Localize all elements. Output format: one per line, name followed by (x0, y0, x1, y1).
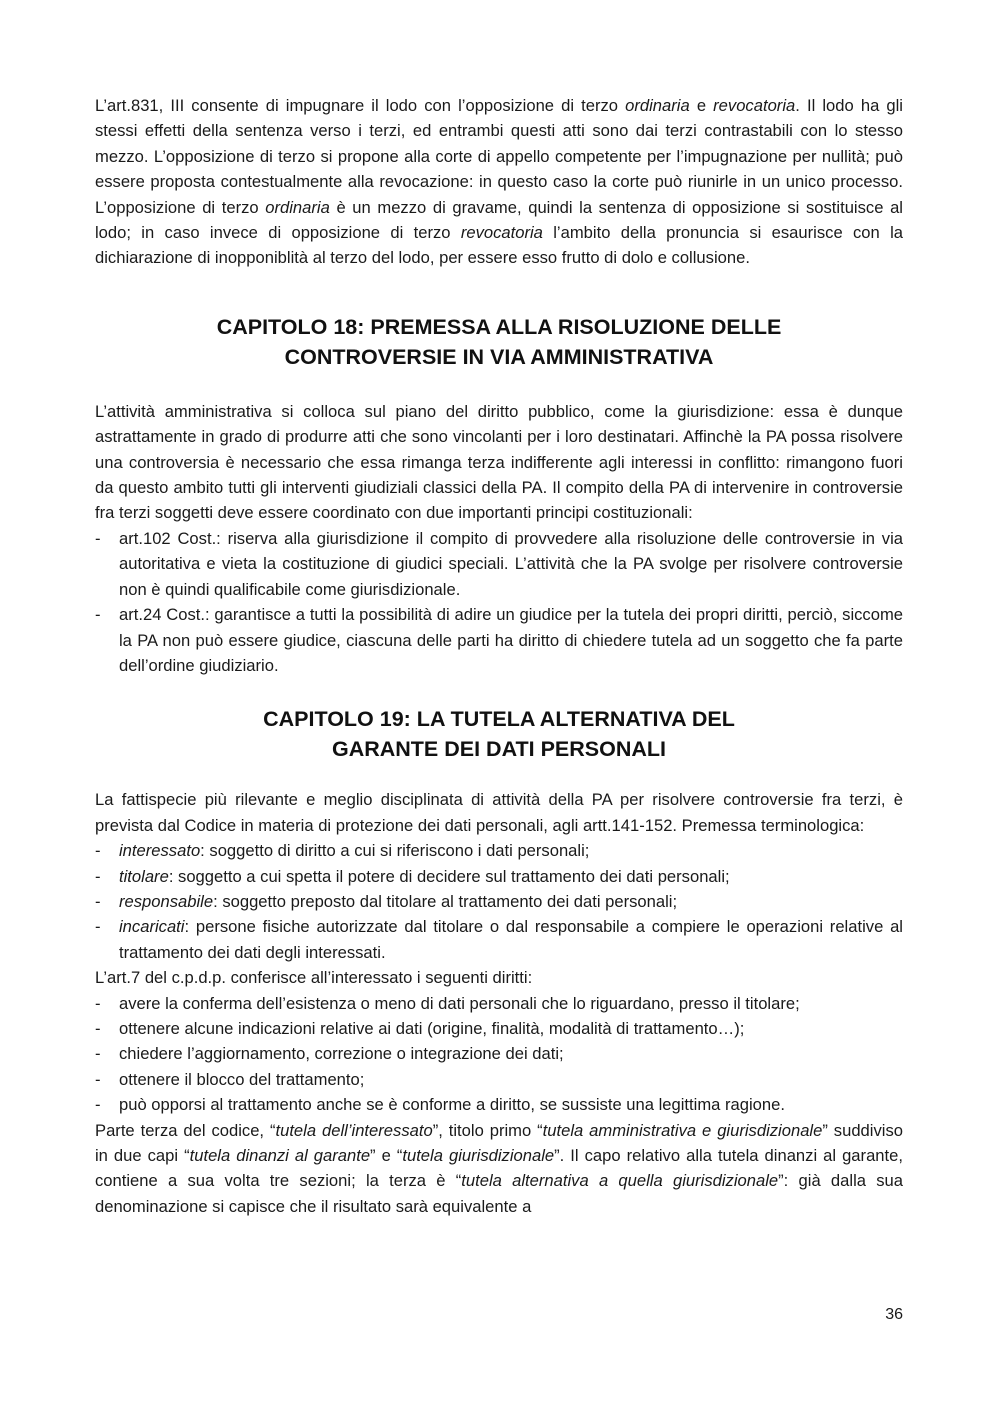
list-item: - interessato: soggetto di diritto a cui si riferiscono i dati personali; (95, 838, 903, 863)
list-item: - responsabile: soggetto preposto dal titolare al trattamento dei dati personali; (95, 889, 903, 914)
chapter-18-list (95, 526, 903, 678)
closing-paragraph: Parte terza del codice, “tutela dell’interessato”, titolo primo “tutela amministrativa e giurisdizionale” suddiviso in due capi “tutela dinanzi al garante” e “tutela giurisdizionale”. Il capo relativo alla tutela dinanzi al garante, contiene a sua volta tre sezioni; la terza è “tutela alternativa a quella giurisdizionale”: già dalla sua denominazione si capisce che il risultato sarà equivalente a (95, 1120, 904, 1216)
chapter-19-heading: CAPITOLO 19: LA TUTELA ALTERNATIVA DEL GARANTE DEI DATI PERSONALI (263, 707, 735, 762)
chapter-18-paragraph: L’attività amministrativa si colloca sul piano del diritto pubblico, come la giurisdizione: essa è dunque astrattamente in grado di produrre atti che sono vincolanti per i loro destinatari. Affinchè la PA possa risolvere una controversia è necessario che essa rimanga terza indifferente agli interessi in conflitto: rimangono fuori da questo ambito tutti gli interventi giudiziali classici della PA. Il compito della PA di intervenire in controversie fra terzi soggetti deve essere coordinato con due importanti principi costituzionali: (95, 401, 903, 523)
intro-paragraph: L’art.831, III consente di impugnare il lodo con l’opposizione di terzo ordinaria e revocatoria. Il lodo ha gli stessi effetti della sentenza verso i terzi, ed entrambi questi atti sono dai terzi contrastabili con lo stesso mezzo. L’opposizione di terzo si propone alla corte di appello competente per l’impugnazione per nullità; può essere proposta contestualmente alla revocazione: in questo caso la corte può riunirle in un unico processo. L’opposizione di terzo ordinaria è un mezzo di gravame, quindi la sentenza di opposizione si sostituisce al lodo; in caso invece di opposizione di terzo revocatoria l’ambito della pronuncia si esaurisce con la dichiarazione di inopponiblità al terzo del lodo, per essere esso frutto di dolo e collusione. (95, 96, 904, 268)
rights-list (95, 991, 903, 1118)
list-item: - incaricati: persone fisiche autorizzate dal titolare o dal responsabile a compiere le operazioni relative al trattamento dei dati degli interessati. (95, 914, 903, 965)
page-number: 36 (885, 1306, 903, 1323)
list-item: - titolare: soggetto a cui spetta il potere di decidere sul trattamento dei dati personali; (95, 864, 903, 889)
list-item: - art.24 Cost.: garantisce a tutti la possibilità di adire un giudice per la tutela dei propri diritti, perciò, siccome la PA non può essere giudice, ciascuna delle parti ha diritto di chiedere tutela ad un soggetto che fa parte dell’ordine giudiziario. (95, 602, 903, 678)
chapter-19-paragraph: La fattispecie più rilevante e meglio disciplinata di attività della PA per risolvere controversie fra terzi, è prevista dal Codice in materia di protezione dei dati personali, agli artt.141-152. Premessa terminologica: (95, 790, 903, 835)
document-page (95, 93, 903, 1219)
list-item: - può opporsi al trattamento anche se è conforme a diritto, se sussiste una legittima ragione. (95, 1092, 903, 1117)
list-item: - art.102 Cost.: riserva alla giurisdizione il compito di provvedere alla risoluzione delle controversie in via autoritativa e vieta la costituzione di giudici speciali. L’attività che la PA svolge per risolvere controversie non è quindi qualificabile come giurisdizionale. (95, 526, 903, 602)
list-item: - chiedere l’aggiornamento, correzione o integrazione dei dati; (95, 1041, 903, 1066)
chapter-18-heading: CAPITOLO 18: PREMESSA ALLA RISOLUZIONE DELLE CONTROVERSIE IN VIA AMMINISTRATIVA (216, 314, 782, 369)
rights-intro: L’art.7 del c.p.d.p. conferisce all’interessato i seguenti diritti: (95, 968, 533, 988)
list-item: - ottenere alcune indicazioni relative ai dati (origine, finalità, modalità di trattamento…); (95, 1016, 903, 1041)
list-item: - ottenere il blocco del trattamento; (95, 1067, 903, 1092)
list-item: - avere la conferma dell’esistenza o meno di dati personali che lo riguardano, presso il titolare; (95, 991, 903, 1016)
terminology-list (95, 838, 903, 965)
